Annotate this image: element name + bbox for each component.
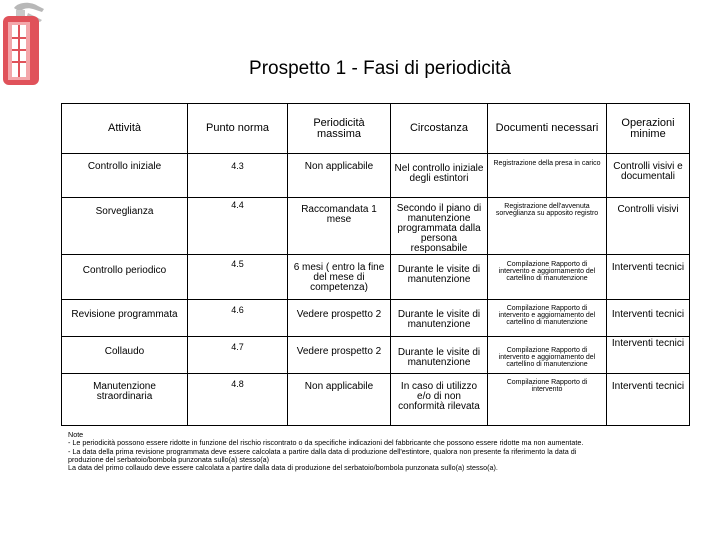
cell-operazioni: Controlli visivi e documentali	[607, 154, 690, 198]
cell-operazioni: Interventi tecnici	[607, 374, 690, 426]
cell-attivita: Revisione programmata	[62, 300, 188, 337]
table-row	[62, 337, 690, 374]
cell-documenti: Compilazione Rapporto di intervento e aggiornamento del cartellino di manutenzione	[488, 255, 607, 300]
cell-periodicita: Vedere prospetto 2	[288, 337, 391, 374]
header-documenti: Documenti necessari	[488, 104, 607, 154]
header-attivita: Attività	[62, 104, 188, 154]
header-punto-norma: Punto norma	[188, 104, 288, 154]
cell-attivita: Controllo periodico	[62, 255, 188, 300]
cell-circostanza: Durante le visite di manutenzione	[391, 255, 488, 300]
note-line: La data del primo collaudo deve essere calcolata a partire dalla data di produzione del serbatoio/bombola punzonata sullo(a) stesso(a).	[68, 463, 498, 473]
note-line: - Le periodicità possono essere ridotte in funzione del rischio riscontrato o da specifiche indicazioni del fabbricante che possono essere ridotte ma non aumentate.	[68, 438, 584, 448]
cell-attivita: Sorveglianza	[62, 198, 188, 255]
cell-periodicita: Vedere prospetto 2	[288, 300, 391, 337]
table-row	[62, 255, 690, 300]
periodicity-table	[61, 103, 690, 426]
cell-circostanza: Durante le visite di manutenzione	[391, 337, 488, 374]
table-row	[62, 198, 690, 255]
cell-documenti: Compilazione Rapporto di intervento e aggiornamento del cartellino di manutenzione	[488, 300, 607, 337]
table-row	[62, 300, 690, 337]
cell-documenti: Registrazione della presa in carico	[488, 154, 607, 198]
cell-periodicita: Non applicabile	[288, 154, 391, 198]
header-circostanza: Circostanza	[391, 104, 488, 154]
cell-circostanza: Durante le visite di manutenzione	[391, 300, 488, 337]
table-row	[62, 154, 690, 198]
page-title: Prospetto 1 - Fasi di periodicità	[249, 58, 511, 79]
cell-operazioni: Interventi tecnici	[607, 300, 690, 337]
cell-documenti: Compilazione Rapporto di intervento	[488, 374, 607, 426]
cell-operazioni: Controlli visivi	[607, 198, 690, 255]
cell-attivita: Manutenzione straordinaria	[62, 374, 188, 426]
cell-punto: 4.6	[188, 300, 288, 337]
table-row	[62, 374, 690, 426]
cell-circostanza: Nel controllo iniziale degli estintori	[391, 154, 488, 198]
cell-operazioni: Interventi tecnici	[607, 255, 690, 300]
cell-punto: 4.8	[188, 374, 288, 426]
cell-punto: 4.3	[188, 154, 288, 198]
cell-periodicita: Raccomandata 1 mese	[288, 198, 391, 255]
cell-documenti: Compilazione Rapporto di intervento e aggiornamento del cartellino di manutenzione	[488, 337, 607, 374]
notes-heading: Note	[68, 430, 84, 439]
cell-operazioni: Interventi tecnici	[607, 337, 690, 374]
cell-punto: 4.7	[188, 337, 288, 374]
note-line: produzione del serbatoio/bombola punzonata sullo(a) stesso(a)	[68, 454, 269, 464]
cell-attivita: Controllo iniziale	[62, 154, 188, 198]
cell-punto: 4.4	[188, 198, 288, 255]
header-operazioni: Operazioni minime	[607, 104, 690, 154]
table-header-row	[62, 104, 690, 154]
header-periodicita: Periodicità massima	[288, 104, 391, 154]
cell-attivita: Collaudo	[62, 337, 188, 374]
cell-circostanza: Secondo il piano di manutenzione programmata dalla persona responsabile	[391, 198, 488, 255]
notes	[68, 431, 708, 472]
cell-documenti: Registrazione dell'avvenuta sorveglianza su apposito registro	[488, 198, 607, 255]
cell-periodicita: 6 mesi ( entro la fine del mese di competenza)	[288, 255, 391, 300]
cell-circostanza: In caso di utilizzo e/o di non conformità rilevata	[391, 374, 488, 426]
note-line: - La data della prima revisione programmata deve essere calcolata a partire dalla data di produzione dell'estintore, qualora non presente fa riferimento la data di	[68, 446, 577, 456]
cell-punto: 4.5	[188, 255, 288, 300]
cell-periodicita: Non applicabile	[288, 374, 391, 426]
